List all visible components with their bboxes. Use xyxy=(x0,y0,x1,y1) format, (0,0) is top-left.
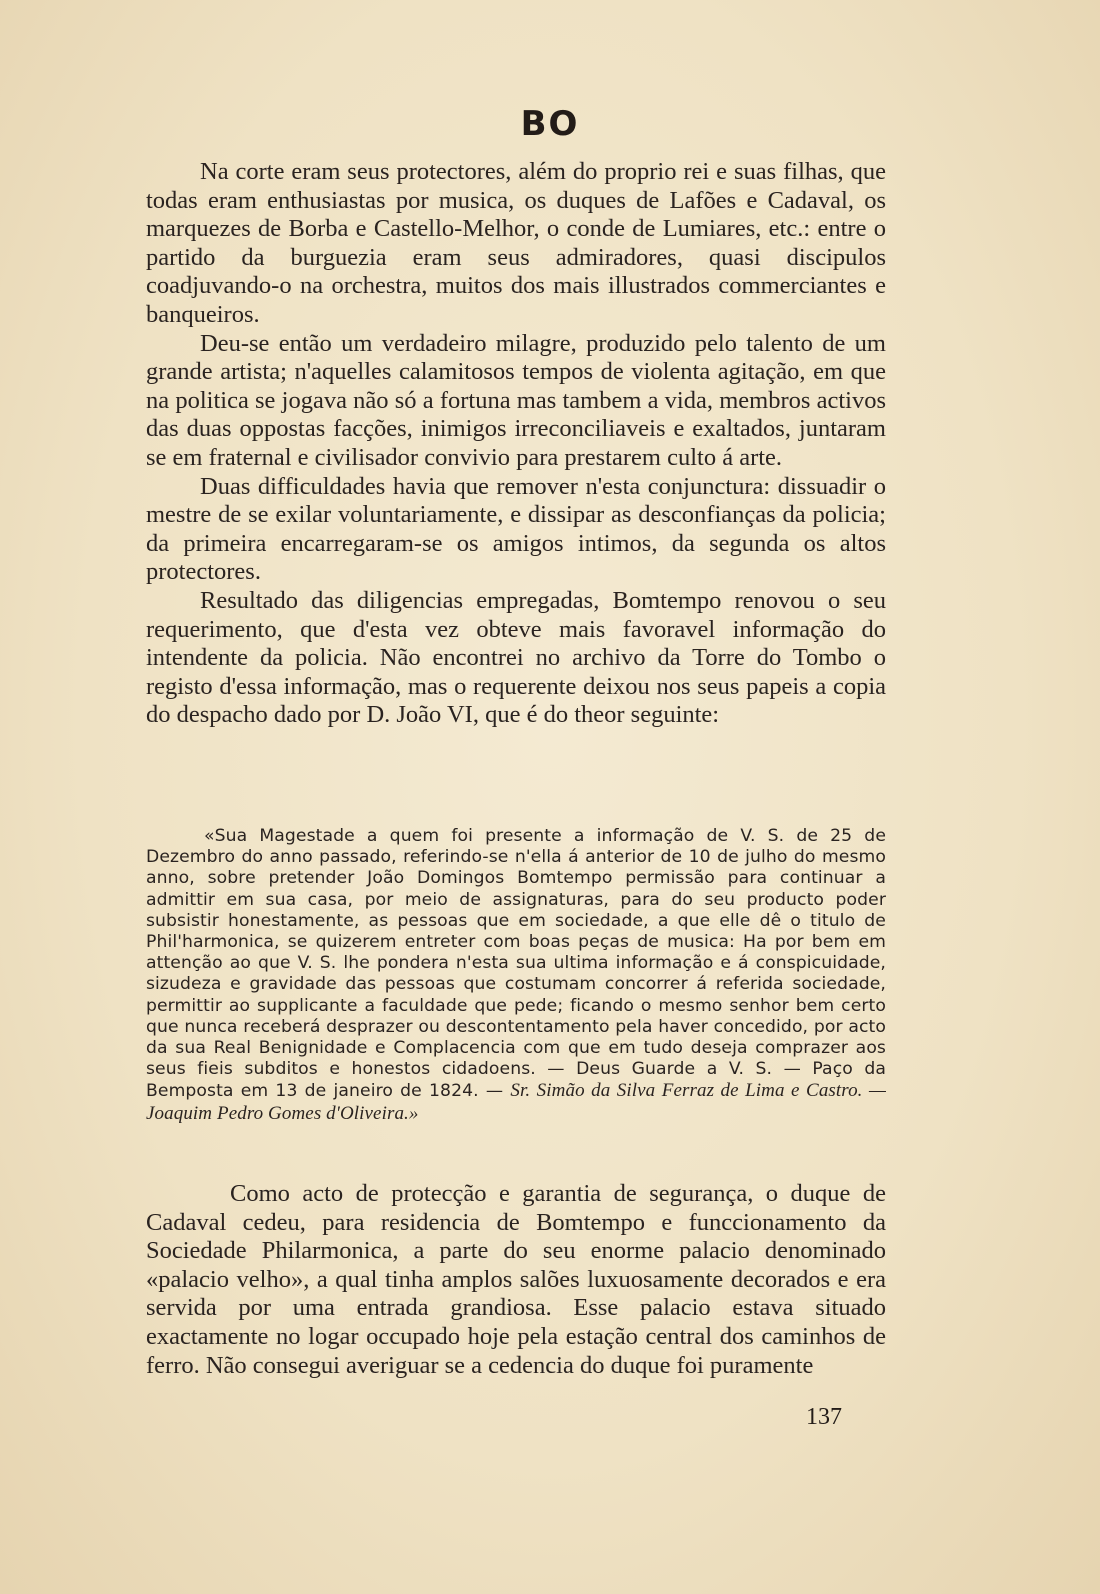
royal-dispatch-quote xyxy=(146,826,886,1125)
closing-text-block xyxy=(146,1180,886,1380)
quote-paragraph xyxy=(146,826,886,1125)
running-header: BO xyxy=(520,104,580,144)
paragraph-result: Resultado das diligencias empregadas, Bomtempo renovou o seu requerimento, que d'esta vez obteve mais favoravel informação do intendente da policia. Não encontrei no archivo da Torre do Tombo o registo d'essa informação, mas o requerente deixou nos seus papeis a copia do despacho dado por D. João VI, que é do theor seguinte: xyxy=(146,586,886,729)
main-text-block xyxy=(146,158,886,730)
quote-signature: Sr. Simão da Silva Ferraz de Lima e Castro. — Joaquim Pedro Gomes d'Oliveira.» xyxy=(146,1080,886,1124)
paragraph-protectors: Na corte eram seus protectores, além do proprio rei e suas filhas, que todas eram enthusiastas por musica, os duques de Lafões e Cadaval, os marquezes de Borba e Castello-Melhor, o conde de Lumiares, etc.: entre o partido da burguezia eram seus admiradores, quasi discipulos coadjuvando-o na orchestra, muitos dos mais illustrados commerciantes e banqueiros. xyxy=(146,158,886,328)
paragraph-miracle: Deu-se então um verdadeiro milagre, produzido pelo talento de um grande artista; n'aquelles calamitosos tempos de violenta agitação, em que na politica se jogava não só a fortuna mas tambem a vida, membros activos das duas oppostas facções, inimigos irreconciliaveis e exaltados, juntaram se em fraternal e civilisador convivio para prestarem culto á arte. xyxy=(146,329,886,471)
page-number: 137 xyxy=(806,1404,842,1430)
quote-text: «Sua Magestade a quem foi presente a informação de V. S. de 25 de Dezembro do anno passado, referindo-se n'ella á anterior de 10 de julho do mesmo anno, sobre pretender João Domingos Bomtempo permissão para continuar a admittir em sua casa, por meio de assignaturas, para do seu producto poder subsistir honestamente, as pessoas que em sociedade, a que elle dê o titulo de Phil'harmonica, se quizerem entreter com boas peças de musica: Ha por bem em attenção ao que V. S. lhe pondera n'esta sua ultima informação e á conspicuidade, sizudeza e gravidade das pessoas que costumam concorrer á referida sociedade, permittir ao supplicante a faculdade que pede; ficando o mesmo senhor bem certo que nunca receberá desprazer ou descontentamento pela haver concedido, por acto da sua Real Benignidade e Complacencia com que em tudo deseja comprazer aos seus fieis subditos e honestos cidadoens. — Deus Guarde a V. S. — Paço da Bemposta em 13 de janeiro de 1824. — xyxy=(146,826,886,1102)
paragraph-difficulties: Duas difficuldades havia que remover n'esta conjunctura: dissuadir o mestre de se exilar voluntariamente, e dissipar as desconfianças da policia; da primeira encarregaram-se os amigos intimos, da segunda os altos protectores. xyxy=(146,472,886,586)
paragraph-cadaval-palace: Como acto de protecção e garantia de segurança, o duque de Cadaval cedeu, para residencia de Bomtempo e funccionamento da Sociedade Philarmonica, a parte do seu enorme palacio denominado «palacio velho», a qual tinha amplos salões luxuosamente decorados e era servida por uma entrada grandiosa. Esse palacio estava situado exactamente no logar occupado hoje pela estação central dos caminhos de ferro. Não consegui averiguar se a cedencia do duque foi puramente xyxy=(146,1180,886,1379)
